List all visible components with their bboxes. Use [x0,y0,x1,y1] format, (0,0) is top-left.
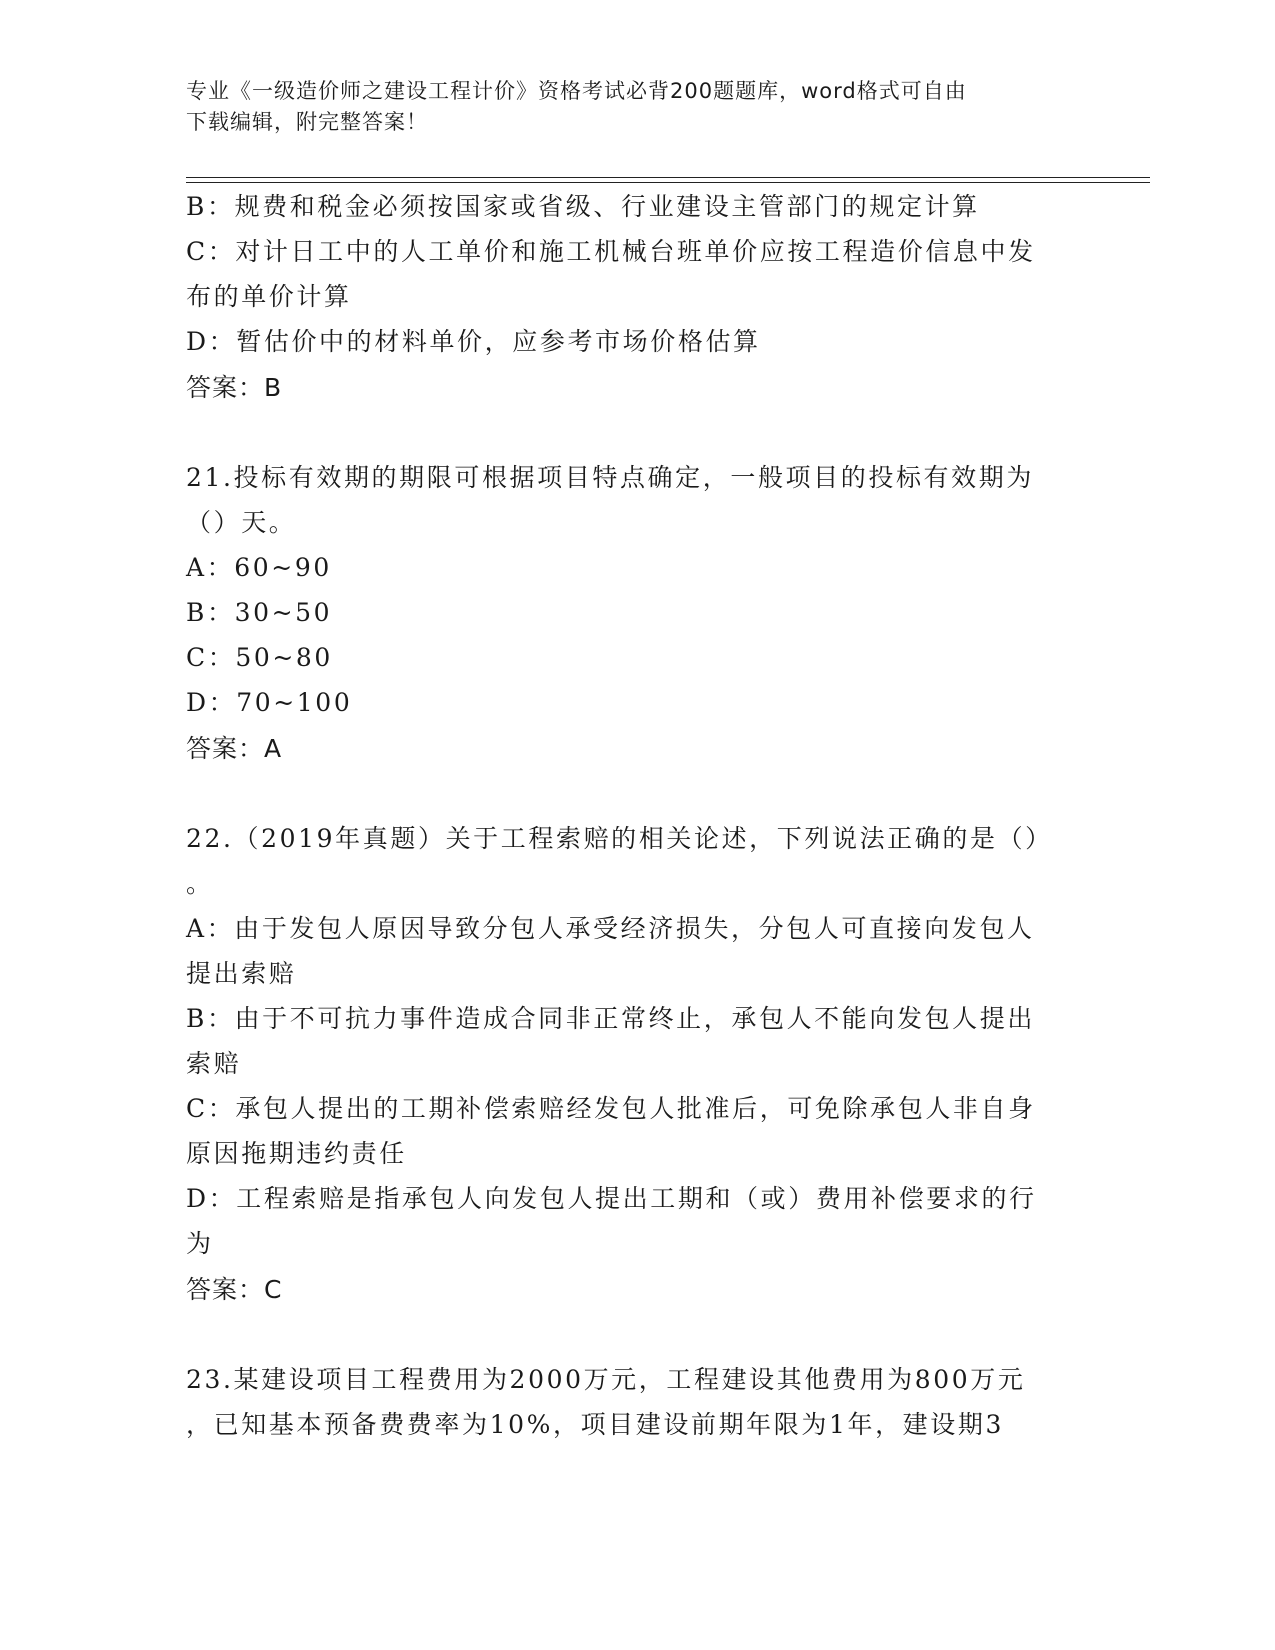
option-text: B：规费和税金必须按国家或省级、行业建设主管部门的规定计算 [186,192,980,221]
question-text: ，已知基本预备费费率为10%，项目建设前期年限为1年，建设期3 [186,1410,1004,1439]
option-text: C：50~80 [186,643,333,672]
option-text: B：由于不可抗力事件造成合同非正常终止，承包人不能向发包人提出 [186,1004,1035,1033]
option-text: D：工程索赔是指承包人向发包人提出工期和（或）费用补偿要求的行 [186,1184,1037,1213]
option-text: A：由于发包人原因导致分包人承受经济损失，分包人可直接向发包人 [186,914,1035,943]
header-line: 专业《一级造价师之建设工程计价》资格考试必背200题题库，word格式可自由 [186,79,967,103]
option-text: 提出索赔 [186,959,297,988]
answer-text: 答案：A [186,734,283,763]
answer-text: 答案：C [186,1275,283,1304]
option-text: 为 [186,1229,214,1258]
option-text: D：70~100 [186,688,353,717]
option-text: 索赔 [186,1049,242,1078]
option-text: A：60~90 [186,553,332,582]
question-text: 。 [186,869,214,898]
option-text: C：承包人提出的工期补偿索赔经发包人批准后，可免除承包人非自身 [186,1094,1036,1123]
option-text: D：暂估价中的材料单价，应参考市场价格估算 [186,327,761,356]
question-text: （）天。 [186,508,297,537]
header-divider [186,182,1150,183]
question-text: 23.某建设项目工程费用为2000万元，工程建设其他费用为800万元 [186,1365,1026,1394]
question-text: 21.投标有效期的期限可根据项目特点确定，一般项目的投标有效期为 [186,463,1034,492]
question-text: 22.（2019年真题）关于工程索赔的相关论述，下列说法正确的是（） [186,824,1053,853]
option-text: 原因拖期违约责任 [186,1139,407,1168]
option-text: B：30~50 [186,598,333,627]
document-header [186,76,1066,138]
header-line: 下载编辑，附完整答案！ [186,110,428,134]
header-divider [186,177,1150,178]
option-text: 布的单价计算 [186,282,352,311]
answer-text: 答案：B [186,373,283,402]
option-text: C：对计日工中的人工单价和施工机械台班单价应按工程造价信息中发 [186,237,1036,266]
